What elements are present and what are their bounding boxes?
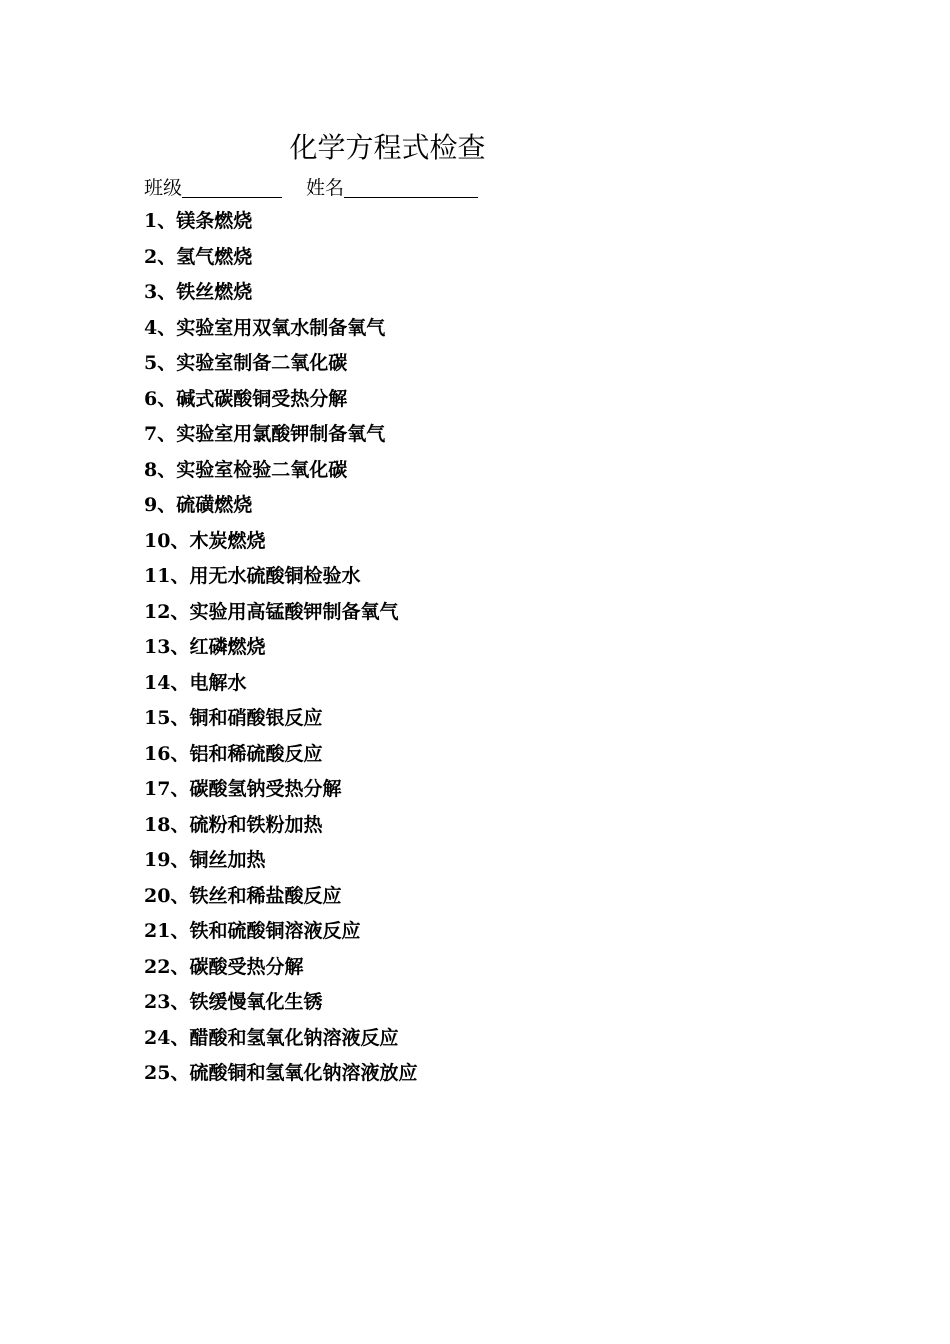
- question-item: 19、铜丝加热: [144, 849, 266, 871]
- class-label: 班级: [144, 177, 183, 199]
- question-item: 14、电解水: [144, 671, 247, 694]
- question-item: 6、碱式碳酸铜受热分解: [144, 387, 348, 410]
- question-item: 22、碳酸受热分解: [144, 955, 304, 978]
- question-item: 23、铁缓慢氧化生锈: [144, 991, 323, 1013]
- question-item: 2、氢气燃烧: [144, 245, 253, 268]
- question-item: 8、实验室检验二氧化碳: [144, 458, 348, 481]
- question-item: 7、实验室用氯酸钾制备氧气: [144, 423, 386, 445]
- question-item: 12、实验用高锰酸钾制备氧气: [144, 600, 399, 623]
- question-item: 13、红磷燃烧: [144, 636, 266, 658]
- question-item: 16、铝和稀硫酸反应: [144, 742, 323, 765]
- question-item: 1、镁条燃烧: [144, 210, 253, 232]
- question-item: 20、铁丝和稀盐酸反应: [144, 884, 342, 907]
- question-item: 4、实验室用双氧水制备氧气: [144, 316, 386, 339]
- question-item: 18、硫粉和铁粉加热: [144, 813, 323, 836]
- name-label: 姓名: [306, 177, 345, 199]
- question-item: 15、铜和硝酸银反应: [144, 707, 323, 729]
- question-item: 9、硫磺燃烧: [144, 494, 253, 516]
- student-info-line: [144, 172, 478, 202]
- question-item: 11、用无水硫酸铜检验水: [144, 565, 361, 587]
- question-item: 5、实验室制备二氧化碳: [144, 352, 348, 374]
- document-title: 化学方程式检查: [289, 131, 486, 164]
- question-item: 25、硫酸铜和氢氧化钠溶液放应: [144, 1062, 418, 1084]
- question-item: 21、铁和硫酸铜溶液反应: [144, 920, 361, 942]
- question-list: [144, 204, 417, 1092]
- question-item: 24、醋酸和氢氧化钠溶液反应: [144, 1026, 399, 1049]
- question-item: 17、碳酸氢钠受热分解: [144, 778, 342, 800]
- name-blank-field[interactable]: [344, 175, 478, 198]
- question-item: 3、铁丝燃烧: [144, 281, 253, 303]
- class-blank-field[interactable]: [182, 175, 282, 198]
- question-item: 10、木炭燃烧: [144, 529, 266, 552]
